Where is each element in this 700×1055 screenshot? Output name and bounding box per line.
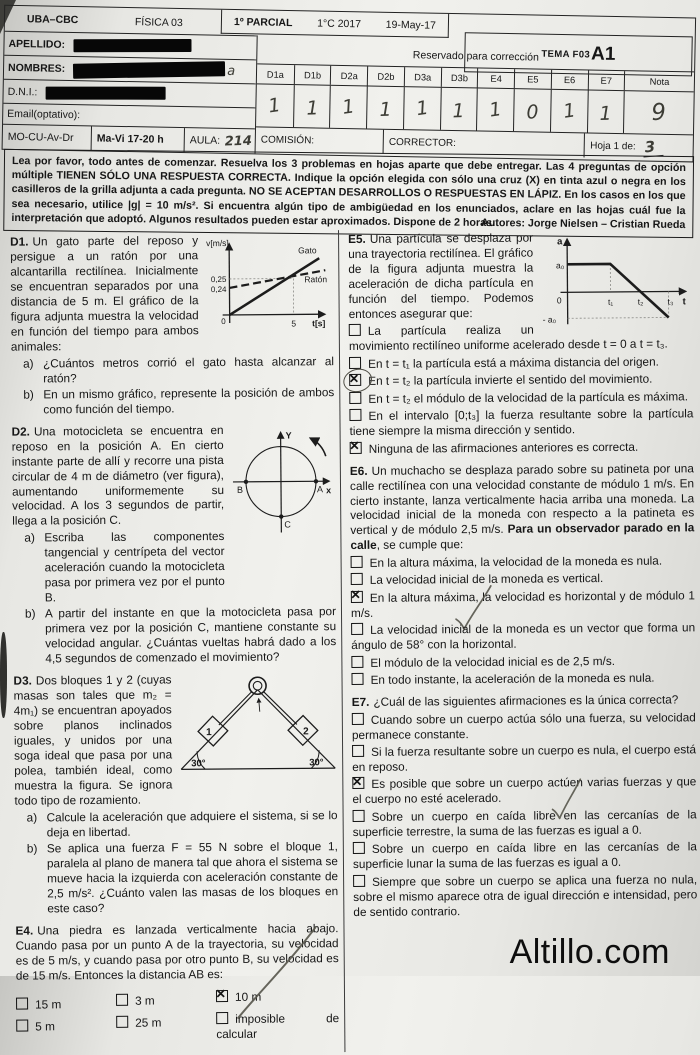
checkbox[interactable] <box>353 842 365 854</box>
nota-cell <box>623 91 694 134</box>
e5-option <box>349 389 693 407</box>
checkbox[interactable] <box>349 409 361 421</box>
checkbox[interactable] <box>116 993 128 1005</box>
e6-option <box>351 588 695 621</box>
checkbox[interactable] <box>216 989 228 1001</box>
d1-id: D1. <box>10 235 28 249</box>
handwritten-score: 1 <box>453 100 466 122</box>
corrector-label: CORRECTOR: <box>383 130 585 158</box>
e6-option <box>351 621 695 654</box>
horario-label: Ma-Vi 17-20 h <box>91 126 184 152</box>
e4-option <box>16 996 116 1012</box>
d2-fig-xlabel: x <box>326 485 331 495</box>
grade-col-d1a: D1a <box>257 64 294 84</box>
option-label: El módulo de la velocidad inicial es de 2,5 m/s. <box>370 654 615 670</box>
e4-options <box>16 985 339 1048</box>
e7-id: E7. <box>352 695 370 709</box>
option-label: En el intervalo [0;t₃] la fuerza resultante sobre la partícula tiene siempre la misma dirección y sentido. <box>350 406 694 438</box>
checkbox[interactable] <box>352 745 364 757</box>
d3-item-a-text: Calcule la aceleración que adquiere el sistema, si se lo deja en libertad. <box>47 808 338 840</box>
d3-fig-angle2: 30° <box>309 757 324 768</box>
option-label: 25 m <box>135 1016 161 1030</box>
e7-question: ¿Cuál de las siguientes afirmaciones es la única correcta? <box>373 693 678 709</box>
score-cell <box>256 84 293 127</box>
checkbox[interactable] <box>349 392 361 404</box>
option-label: Siempre que sobre un cuerpo se aplica una fuerza no nula, sobre el mismo aparece otra de igual dirección e intensidad, pero de sentido contrario. <box>353 872 697 919</box>
question-d3 <box>13 671 338 916</box>
d1-fig-tick-025: 0,25 <box>211 275 227 284</box>
e5-text: Una partícula se desplaza por una trayectoria rectilínea. El gráfico de la figura adjunta muestra la aceleración de dicha partícula en función del tiempo. Podemos entonces asegurar que: <box>348 231 533 321</box>
option-label: En t = t₂ el módulo de la velocidad de la partícula es máxima. <box>368 389 688 406</box>
question-e4 <box>15 921 339 1048</box>
question-d1 <box>10 232 334 417</box>
e5-fig-neg-a0: - a₀ <box>543 314 557 324</box>
handwritten-score: 1 <box>415 97 430 120</box>
score-cell <box>476 88 513 131</box>
question-d2 <box>12 422 337 667</box>
option-label: La velocidad inicial de la moneda es un vector que forma un ángulo de 58° con la horizontal. <box>351 621 695 653</box>
d2-figure-circular-track <box>231 424 336 537</box>
d1-fig-xlabel: t[s] <box>312 318 325 328</box>
handwritten-score: 1 <box>341 95 356 118</box>
hoja-label: Hoja 1 de: <box>590 140 636 152</box>
tema-label: TEMA F03 <box>541 48 590 60</box>
tema-box <box>464 32 693 76</box>
question-e6 <box>350 461 696 688</box>
checkbox[interactable] <box>116 1016 128 1028</box>
d3-item-a <box>27 808 338 840</box>
email-label: Email(optativo): <box>3 108 80 121</box>
d2-item-a-marker: a) <box>24 531 45 606</box>
grade-col-e6: E6 <box>551 70 588 90</box>
checkbox[interactable] <box>351 656 363 668</box>
e5-option <box>349 354 693 372</box>
option-label: Es posible que sobre un cuerpo actúen varias fuerzas y que el cuerpo no esté acelerado. <box>352 775 696 807</box>
header-student-fields <box>3 31 258 154</box>
tema-code: A1 <box>591 44 616 66</box>
e6-text-pre: Un muchacho se desplaza parado sobre su patineta por una calle rectilínea con una velocidad constante de módulo 1 m/s. En cierto instante, lanza verticalmente hacia arriba una moneda. La velocidad inicial de la moneda con respecto a la patineta es vertical y de módulo 2,5 m/s. <box>350 461 694 538</box>
d1-item-b-text: En un mismo gráfico, represente la posición de ambos como función del tiempo. <box>43 385 334 417</box>
option-label: Sobre un cuerpo en caída libre en las cercanías de la superficie lunar la suma de las fuerzas es igual a 0. <box>353 840 697 872</box>
handwritten-score: 1 <box>561 99 576 122</box>
score-cell <box>550 90 587 133</box>
handwritten-score: 1 <box>599 103 612 125</box>
e4-id: E4. <box>15 923 33 937</box>
e4-options-col3 <box>216 985 339 1047</box>
grade-col-d3b: D3b <box>440 68 477 88</box>
checkbox[interactable] <box>350 442 362 454</box>
option-label: En todo instante, la aceleración de la moneda es nula. <box>370 671 654 687</box>
e5-fig-ylabel: a <box>557 236 563 247</box>
e5-option <box>349 322 693 355</box>
score-cell <box>329 86 366 129</box>
d3-item-b <box>27 839 339 916</box>
d2-item-b-marker: b) <box>25 607 45 667</box>
apellido-label: APELLIDO: <box>4 37 65 50</box>
altillo-watermark: Altillo.com <box>510 933 670 972</box>
option-label: Ninguna de las afirmaciones anteriores es correcta. <box>369 439 639 455</box>
checkbox[interactable] <box>351 591 363 603</box>
e7-option <box>353 807 697 840</box>
e5-fig-xlabel: t <box>683 296 687 307</box>
d1-text: Un gato parte del reposo y persigue a un ratón por una alcantarilla rectilínea. Inicialmente se encuentran separados por una distancia de 5 m. El gráfico de la figura adjunta muestra la velocidad en función del tiempo para ambos animales: <box>10 233 199 353</box>
option-label: En la altura máxima, la velocidad de la moneda es nula. <box>370 553 663 569</box>
term-label: 1°C 2017 <box>317 17 361 30</box>
d2-text: Una motocicleta se encuentra en reposo en la posición A. En cierto instante parte de allí y recorre una pista circular de 4 m de diámetro (ver figura), aumentando uniformemente su velocidad. A los 3 segundos de partir, llega a la posición C. <box>12 423 225 528</box>
redaction-bar <box>73 39 191 52</box>
d2-item-a <box>24 529 225 605</box>
e4-text: Una piedra es lanzada verticalmente hacia abajo. Cuando pasa por un punto A de la trayectoria, su velocidad es de 5 m/s, y cuando pasa por otro punto B, su velocidad es de 15 m/s. Entonces la distancia AB es: <box>16 921 339 982</box>
dni-label: D.N.I.: <box>4 85 38 98</box>
e5-option <box>349 372 693 390</box>
redaction-bar <box>45 87 165 100</box>
left-column <box>0 230 344 1055</box>
d2-item-b-text: A partir del instante en que la motocicleta pasa por primera vez por la posición C, mantiene constante su velocidad angular. ¿Cuántas vueltas habrá dado a los 4,5 segundos de comenzado el movimiento? <box>45 604 336 666</box>
handwritten-score: 0 <box>526 101 539 123</box>
e7-option <box>353 840 697 873</box>
handwritten-letter: a <box>227 64 235 79</box>
sede-label: MO-CU-Av-Dr <box>3 125 91 151</box>
d2-item-a-text: Escriba las componentes tangencial y centrípeta del vector aceleración cuando la motocicleta pasa por primera vez por el punto B. <box>44 529 225 605</box>
d3-id: D3. <box>13 674 31 688</box>
checkbox[interactable] <box>349 324 361 336</box>
d1-item-b-marker: b) <box>23 387 43 417</box>
handwritten-score: 1 <box>379 99 392 121</box>
d1-fig-tick-5: 5 <box>291 318 296 328</box>
d3-fig-block1: 1 <box>206 727 212 738</box>
d2-fig-point-a: A <box>317 484 323 494</box>
aula-handwritten-value: 214 <box>225 133 253 149</box>
e6-option <box>351 670 695 688</box>
score-cell <box>440 88 477 131</box>
e4-option <box>116 993 216 1009</box>
option-label: En t = t₁ la partícula está a máxima distancia del origen. <box>368 354 659 370</box>
checkbox[interactable] <box>216 1012 228 1024</box>
d2-item-b <box>25 604 336 666</box>
grade-col-d2b: D2b <box>367 66 404 86</box>
exam-title-box <box>221 10 449 38</box>
right-column <box>338 227 700 1052</box>
option-label: 15 m <box>35 997 61 1011</box>
checkbox[interactable] <box>353 810 365 822</box>
d1-fig-tick-024: 0,24 <box>211 285 227 294</box>
e5-fig-t3: t₃ <box>668 296 674 306</box>
instructions-box <box>3 149 694 239</box>
d1-item-b <box>23 385 334 417</box>
score-cell <box>513 89 550 132</box>
e5-id: E5. <box>348 232 366 246</box>
e4-options-col1 <box>16 992 116 1048</box>
e4-option <box>116 1016 216 1032</box>
checkbox[interactable] <box>351 623 363 635</box>
exam-header <box>2 5 697 163</box>
grade-col-nota: Nota <box>624 71 694 91</box>
option-label: Sobre un cuerpo en caída libre en las cercanías de la superficie terrestre, la suma de las fuerzas es igual a 0. <box>353 807 697 839</box>
d1-fig-label-raton: Ratón <box>304 274 327 284</box>
aula-cell <box>184 128 255 153</box>
d3-text: Dos bloques 1 y 2 (cuyas masas son tales que m₂ = 4m₁) se encuentran apoyados sobre planos inclinados iguales, y unidos por una soga ideal que pasa por una polea, también ideal, como muestra la figura. Se ignora todo tipo de rozamiento. <box>14 673 173 808</box>
grade-col-d1b: D1b <box>294 65 331 85</box>
e5-option <box>349 406 693 439</box>
option-label: Si la fuerza resultante sobre un cuerpo es nula, el cuerpo está en reposo. <box>352 742 696 774</box>
option-label: imposible de calcular <box>216 1012 339 1042</box>
hoja-handwritten-value: 3 <box>642 136 664 157</box>
option-label: 3 m <box>135 993 155 1007</box>
d3-fig-block2: 2 <box>303 726 309 737</box>
option-label: La partícula realiza un movimiento rectilíneo uniforme acelerado desde t = 0 a t = t₃. <box>349 323 668 353</box>
e5-fig-t2: t₂ <box>638 297 644 307</box>
grade-col-d2a: D2a <box>330 66 367 86</box>
e4-option <box>216 989 339 1005</box>
handwritten-nota: 9 <box>651 99 667 126</box>
grade-col-e7: E7 <box>587 70 624 90</box>
authors-credit: Autores: Jorge Nielsen – Cristian Rueda <box>11 211 685 232</box>
score-cell <box>293 85 330 128</box>
d1-fig-origin: 0 <box>221 317 226 326</box>
question-columns <box>0 227 700 1055</box>
d1-figure-velocity-time-graph <box>205 234 334 333</box>
e5-fig-a0: a₀ <box>556 260 565 270</box>
d3-item-b-text: Se aplica una fuerza F = 55 N sobre el bloque 1, paralela al plano de manera tal que ahora el sistema se mueve hacia la izquierda con aceleración constante de 2,5 m/s². ¿Cuánto valen las masas de los bloques en este caso? <box>47 839 339 916</box>
d1-item-a-text: ¿Cuántos metros corrió el gato hasta alcanzar al ratón? <box>43 354 334 386</box>
e4-option <box>216 1012 339 1043</box>
checkbox[interactable] <box>351 673 363 685</box>
option-label: La velocidad inicial de la moneda es vertical. <box>370 571 604 587</box>
grade-col-e4: E4 <box>477 68 514 88</box>
d2-fig-point-c: C <box>284 519 291 529</box>
checkbox[interactable] <box>352 713 364 725</box>
date-label: 19-May-17 <box>386 18 436 31</box>
d3-figure-inclined-planes <box>178 673 337 776</box>
e6-option <box>351 571 695 589</box>
e5-fig-t1: t₁ <box>608 297 613 307</box>
e7-option <box>352 710 696 743</box>
handwritten-score: 1 <box>488 98 503 121</box>
e6-text-bold: Para un observador parado en la calle <box>350 521 694 553</box>
option-label: En t = t₂ la partícula invierte el sentido del movimiento. <box>368 372 652 388</box>
checkbox[interactable] <box>353 875 365 887</box>
checkbox[interactable] <box>349 357 361 369</box>
d1-fig-ylabel: v[m/s] <box>206 238 229 248</box>
option-label: 10 m <box>235 989 261 1003</box>
option-label: En la altura máxima, la velocidad es horizontal y de módulo 1 m/s. <box>351 588 695 620</box>
d3-item-a-marker: a) <box>27 810 47 840</box>
university-label: UBA–CBC <box>5 6 135 33</box>
handwritten-score: 1 <box>267 94 282 117</box>
instructions-text: Lea por favor, todo antes de comenzar. Resuelva los 3 problemas en hojas aparte que debe entregar. Las 4 preguntas de opción múltiple TIENEN SÓLO UNA RESPUESTA CORRECTA. Indique la opción elegida con sólo una cruz (X) en tinta azul o negra en los casilleros de la grilla adjunta a cada pregunta. NO SE ACEPTAN DESARROLLOS O RESPUESTAS EN LÁPIZ. En los casos en los que sea necesario, utilice |g| = 10 m/s². Si encuentra algún tipo de ambigüedad en los enunciados, aclare en las hojas cuál fue la interpretación que adoptó. Algunos resultados pueden estar aproximados. Dispone de 2 horas. <box>11 154 686 232</box>
option-label: Cuando sobre un cuerpo actúa sólo una fuerza, su velocidad permanece constante. <box>352 710 696 742</box>
e6-text-post: , se cumple que: <box>377 538 464 553</box>
e6-id: E6. <box>350 463 368 477</box>
e6-option <box>351 653 695 671</box>
aula-label: AULA: <box>190 134 221 147</box>
grade-col-e5: E5 <box>514 69 551 89</box>
d1-fig-label-gato: Gato <box>298 245 317 255</box>
d3-fig-angle1: 30° <box>191 758 206 769</box>
grading-title: Reservado para corrección <box>257 46 694 71</box>
e6-option <box>351 553 695 571</box>
e5-option <box>350 439 694 457</box>
score-cell <box>586 90 623 133</box>
redaction-bar <box>73 61 225 79</box>
grade-col-d3a: D3a <box>404 67 441 87</box>
e4-option <box>16 1019 116 1035</box>
nombres-label: NOMBRES: <box>4 61 65 74</box>
exam-title: 1º PARCIAL <box>234 15 293 28</box>
e7-option <box>353 872 697 920</box>
d1-item-a-marker: a) <box>23 356 43 386</box>
handwritten-score: 1 <box>306 97 319 119</box>
checkbox[interactable] <box>351 556 363 568</box>
d1-item-a <box>23 354 334 386</box>
checkbox[interactable] <box>351 573 363 585</box>
d2-id: D2. <box>12 424 30 438</box>
d3-item-b-marker: b) <box>27 841 48 916</box>
comision-label: COMISIÓN: <box>256 134 383 147</box>
checkbox[interactable] <box>16 1020 28 1032</box>
score-cell <box>403 87 440 130</box>
question-e5 <box>348 229 694 456</box>
course-label: FÍSICA 03 <box>135 8 221 35</box>
score-cell <box>366 86 403 129</box>
e7-option <box>352 775 696 808</box>
d2-fig-point-b: B <box>237 484 243 494</box>
d2-fig-ylabel: Y <box>286 430 292 440</box>
e7-option <box>352 742 696 775</box>
option-label: 5 m <box>35 1020 55 1034</box>
e5-fig-origin: 0 <box>557 295 562 305</box>
checkbox[interactable] <box>352 777 364 789</box>
e4-options-col2 <box>116 989 216 1048</box>
e5-figure-acceleration-time-graph <box>540 231 693 328</box>
checkbox[interactable] <box>16 997 28 1009</box>
question-e7 <box>352 692 698 919</box>
